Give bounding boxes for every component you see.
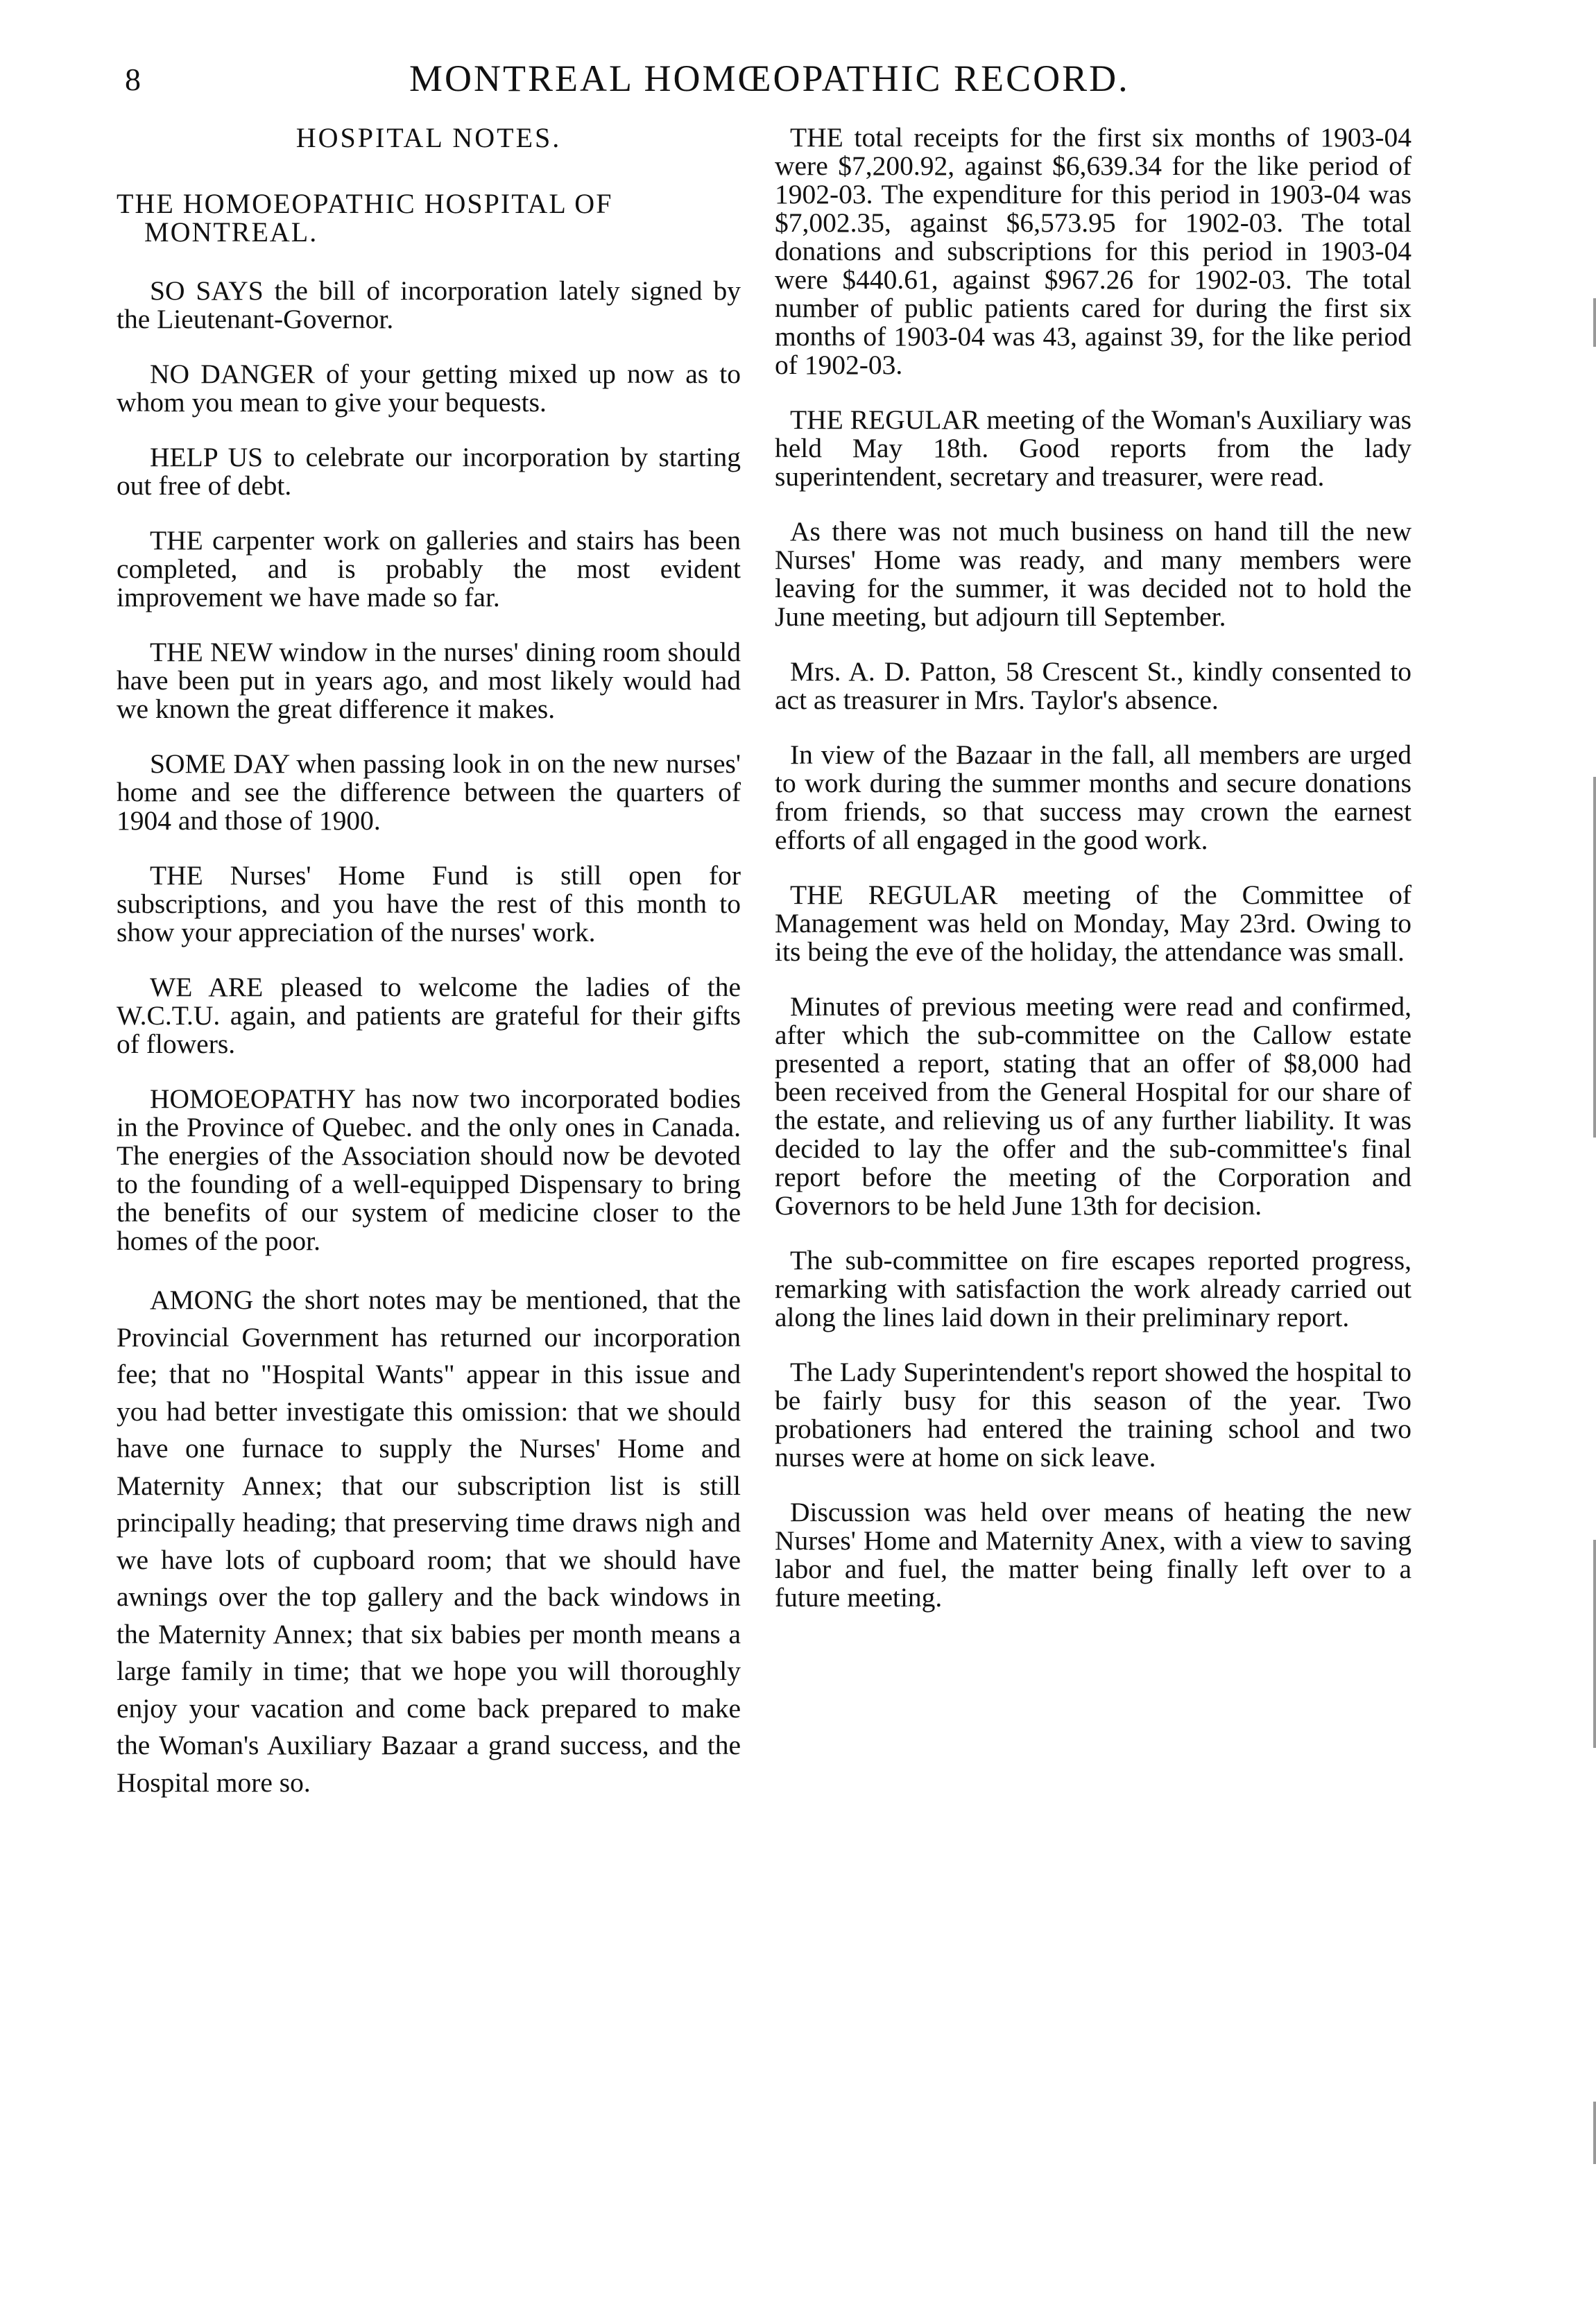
- left-paragraph: THE Nurses' Home Fund is still open for subscriptions, and you have the rest of this month to show your appreciation of the nurses' work.: [117, 860, 741, 947]
- left-paragraph: WE ARE pleased to welcome the ladies of the W.C.T.U. again, and patients are grateful for their gifts of flowers.: [117, 972, 741, 1059]
- notice-heading: THE HOMOEOPATHIC HOSPITAL OF MONTREAL.: [117, 188, 613, 248]
- left-paragraph: THE carpenter work on galleries and stairs has been completed, and is probably the most evident improvement we have made so far.: [117, 525, 741, 612]
- left-paragraph: THE NEW window in the nurses' dining room should have been put in years ago, and most likely would had we known the great difference it makes.: [117, 637, 741, 724]
- right-paragraph: The sub-committee on fire escapes reported progress, remarking with satisfaction the work already carried out along the lines laid down in their preliminary report.: [775, 1245, 1411, 1332]
- right-column: [775, 123, 1411, 1638]
- right-paragraph: Minutes of previous meeting were read and confirmed, after which the sub-committee on the Callow estate presented a report, stating that an offer of $8,000 had been received from the General Hospital for our share of the estate, and relieving us of any further liability. It was decided to lay the offer and the sub-committee's final report before the meeting of the Corporation and Governors to be held June 13th for decision.: [775, 991, 1411, 1221]
- scan-edge-mark: [1593, 298, 1596, 347]
- left-column: [117, 123, 741, 1828]
- page-header: [125, 57, 1415, 112]
- scan-edge-mark: [1593, 2102, 1596, 2164]
- left-paragraph: SOME DAY when passing look in on the new nurses' home and see the difference between the quarters of 1904 and those of 1900.: [117, 748, 741, 836]
- right-paragraph: THE total receipts for the first six months of 1903-04 were $7,200.92, against $6,639.34 for the like period of 1902-03. The expenditure for this period in 1903-04 was $7,002.35, against $6,573.95 for 1902-03. The total donations and subscriptions for this period in 1903-04 were $440.61, against $967.26 for 1902-03. The total number of public patients cared for during the first six months of 1903-04 was 43, against 39, for the like period of 1902-03.: [775, 122, 1411, 380]
- left-paragraph: SO SAYS the bill of incorporation lately signed by the Lieutenant-Governor.: [117, 275, 741, 334]
- right-paragraph: As there was not much business on hand till the new Nurses' Home was ready, and many members were leaving for the summer, it was decided not to hold the June meeting, but adjourn till September.: [775, 516, 1411, 632]
- right-paragraph: Discussion was held over means of heating the new Nurses' Home and Maternity Anex, with a view to saving labor and fuel, the matter being finally left over to a future meeting.: [775, 1497, 1411, 1613]
- left-paragraph: HELP US to celebrate our incorporation by starting out free of debt.: [117, 442, 741, 501]
- section-title: HOSPITAL NOTES.: [295, 122, 562, 153]
- running-title: MONTREAL HOMŒOPATHIC RECORD.: [409, 58, 1130, 99]
- right-paragraph: In view of the Bazaar in the fall, all members are urged to work during the summer months and secure donations from friends, so that success may crown the earnest efforts of all engaged in the good work.: [775, 739, 1411, 855]
- scan-edge-mark: [1593, 777, 1596, 1138]
- scan-edge-mark: [1593, 1540, 1596, 1748]
- page-number: 8: [125, 62, 141, 97]
- right-paragraph: THE REGULAR meeting of the Committee of Management was held on Monday, May 23rd. Owing to its being the eve of the holiday, the attendance was small.: [775, 879, 1411, 967]
- left-paragraph: HOMOEOPATHY has now two incorporated bodies in the Province of Quebec. and the only ones in Canada. The energies of the Association should now be devoted to the founding of a well-equipped Dispensary to bring the benefits of our system of medicine closer to the homes of the poor.: [117, 1083, 741, 1256]
- left-paragraph: AMONG the short notes may be mentioned, that the Provincial Government has returned our incorporation fee; that no "Hospital Wants" appear in this issue and you had better investigate this omission: that we should have one furnace to supply the Nurses' Home and Maternity Annex; that our subscription list is still principally heading; that preserving time draws nigh and we have lots of cupboard room; that we should have awnings over the top gallery and the back windows in the Maternity Annex; that six babies per month means a large family in time; that we hope you will thoroughly enjoy your vacation and come back prepared to make the Woman's Auxiliary Bazaar a grand success, and the Hospital more so.: [117, 1285, 741, 1798]
- right-paragraph: Mrs. A. D. Patton, 58 Crescent St., kindly consented to act as treasurer in Mrs. Taylor's absence.: [775, 656, 1411, 715]
- right-paragraph: The Lady Superintendent's report showed the hospital to be fairly busy for this season of the year. Two probationers had entered the training school and two nurses were at home on sick leave.: [775, 1357, 1411, 1473]
- right-paragraph: THE REGULAR meeting of the Woman's Auxiliary was held May 18th. Good reports from the lady superintendent, secretary and treasurer, were read.: [775, 404, 1411, 492]
- left-paragraph: NO DANGER of your getting mixed up now as to whom you mean to give your bequests.: [117, 359, 741, 418]
